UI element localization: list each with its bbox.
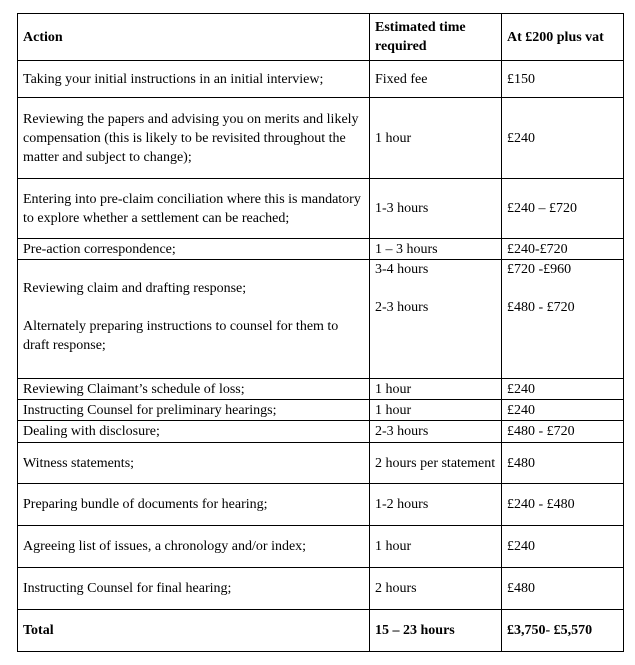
fee-estimate-table — [17, 13, 624, 652]
time-cell: 2-3 hours — [370, 421, 502, 443]
cost-cell: £240 — [502, 379, 624, 400]
action-cell: Taking your initial instructions in an initial interview; — [18, 61, 370, 98]
action-cell: Instructing Counsel for final hearing; — [18, 568, 370, 610]
action-cell: Reviewing the papers and advising you on merits and likely compensation (this is likely to be revisited throughout the matter and subject to change); — [18, 98, 370, 179]
header-estimated-time: Estimated time required — [370, 14, 502, 61]
total-label: Total — [18, 610, 370, 652]
action-alternative: Alternately preparing instructions to counsel for them to draft response; — [23, 319, 339, 353]
time-cell — [370, 260, 502, 379]
time-primary: 3-4 hours — [375, 262, 429, 277]
header-cost: At £200 plus vat — [502, 14, 624, 61]
cost-cell: £240 — [502, 400, 624, 421]
total-cost: £3,750- £5,570 — [502, 610, 624, 652]
time-cell: 1 hour — [370, 379, 502, 400]
cost-cell: £150 — [502, 61, 624, 98]
time-cell: 1 hour — [370, 400, 502, 421]
time-cell: 1 – 3 hours — [370, 239, 502, 260]
cost-cell: £480 — [502, 443, 624, 484]
cost-primary: £720 -£960 — [507, 262, 572, 277]
cost-cell: £480 - £720 — [502, 421, 624, 443]
cost-cell: £480 — [502, 568, 624, 610]
cost-alternative: £480 - £720 — [507, 300, 575, 315]
action-cell: Agreeing list of issues, a chronology and/or index; — [18, 526, 370, 568]
time-cell: 1-2 hours — [370, 484, 502, 526]
header-action: Action — [18, 14, 370, 61]
time-cell: 2 hours — [370, 568, 502, 610]
time-cell: 1 hour — [370, 526, 502, 568]
table-row — [18, 98, 624, 179]
table-row — [18, 526, 624, 568]
action-cell — [18, 260, 370, 379]
table-row — [18, 568, 624, 610]
action-cell: Preparing bundle of documents for hearing; — [18, 484, 370, 526]
action-cell: Entering into pre-claim conciliation where this is mandatory to explore whether a settlement can be reached; — [18, 179, 370, 239]
action-cell: Dealing with disclosure; — [18, 421, 370, 443]
total-row — [18, 610, 624, 652]
action-cell: Witness statements; — [18, 443, 370, 484]
table-row — [18, 239, 624, 260]
table-row — [18, 379, 624, 400]
time-cell: Fixed fee — [370, 61, 502, 98]
table-row — [18, 421, 624, 443]
time-cell: 1 hour — [370, 98, 502, 179]
cost-cell — [502, 260, 624, 379]
table-row — [18, 260, 624, 379]
time-cell: 2 hours per statement — [370, 443, 502, 484]
action-cell: Pre-action correspondence; — [18, 239, 370, 260]
cost-cell: £240 — [502, 98, 624, 179]
cost-cell: £240 — [502, 526, 624, 568]
table-row — [18, 179, 624, 239]
table-row — [18, 400, 624, 421]
action-cell: Reviewing Claimant’s schedule of loss; — [18, 379, 370, 400]
cost-cell: £240-£720 — [502, 239, 624, 260]
time-alternative: 2-3 hours — [375, 300, 429, 315]
table-row — [18, 484, 624, 526]
total-time: 15 – 23 hours — [370, 610, 502, 652]
action-primary: Reviewing claim and drafting response; — [23, 281, 247, 296]
time-cell: 1-3 hours — [370, 179, 502, 239]
cost-cell: £240 - £480 — [502, 484, 624, 526]
action-cell: Instructing Counsel for preliminary hearings; — [18, 400, 370, 421]
table-row — [18, 61, 624, 98]
cost-cell: £240 – £720 — [502, 179, 624, 239]
header-row — [18, 14, 624, 61]
table-row — [18, 443, 624, 484]
